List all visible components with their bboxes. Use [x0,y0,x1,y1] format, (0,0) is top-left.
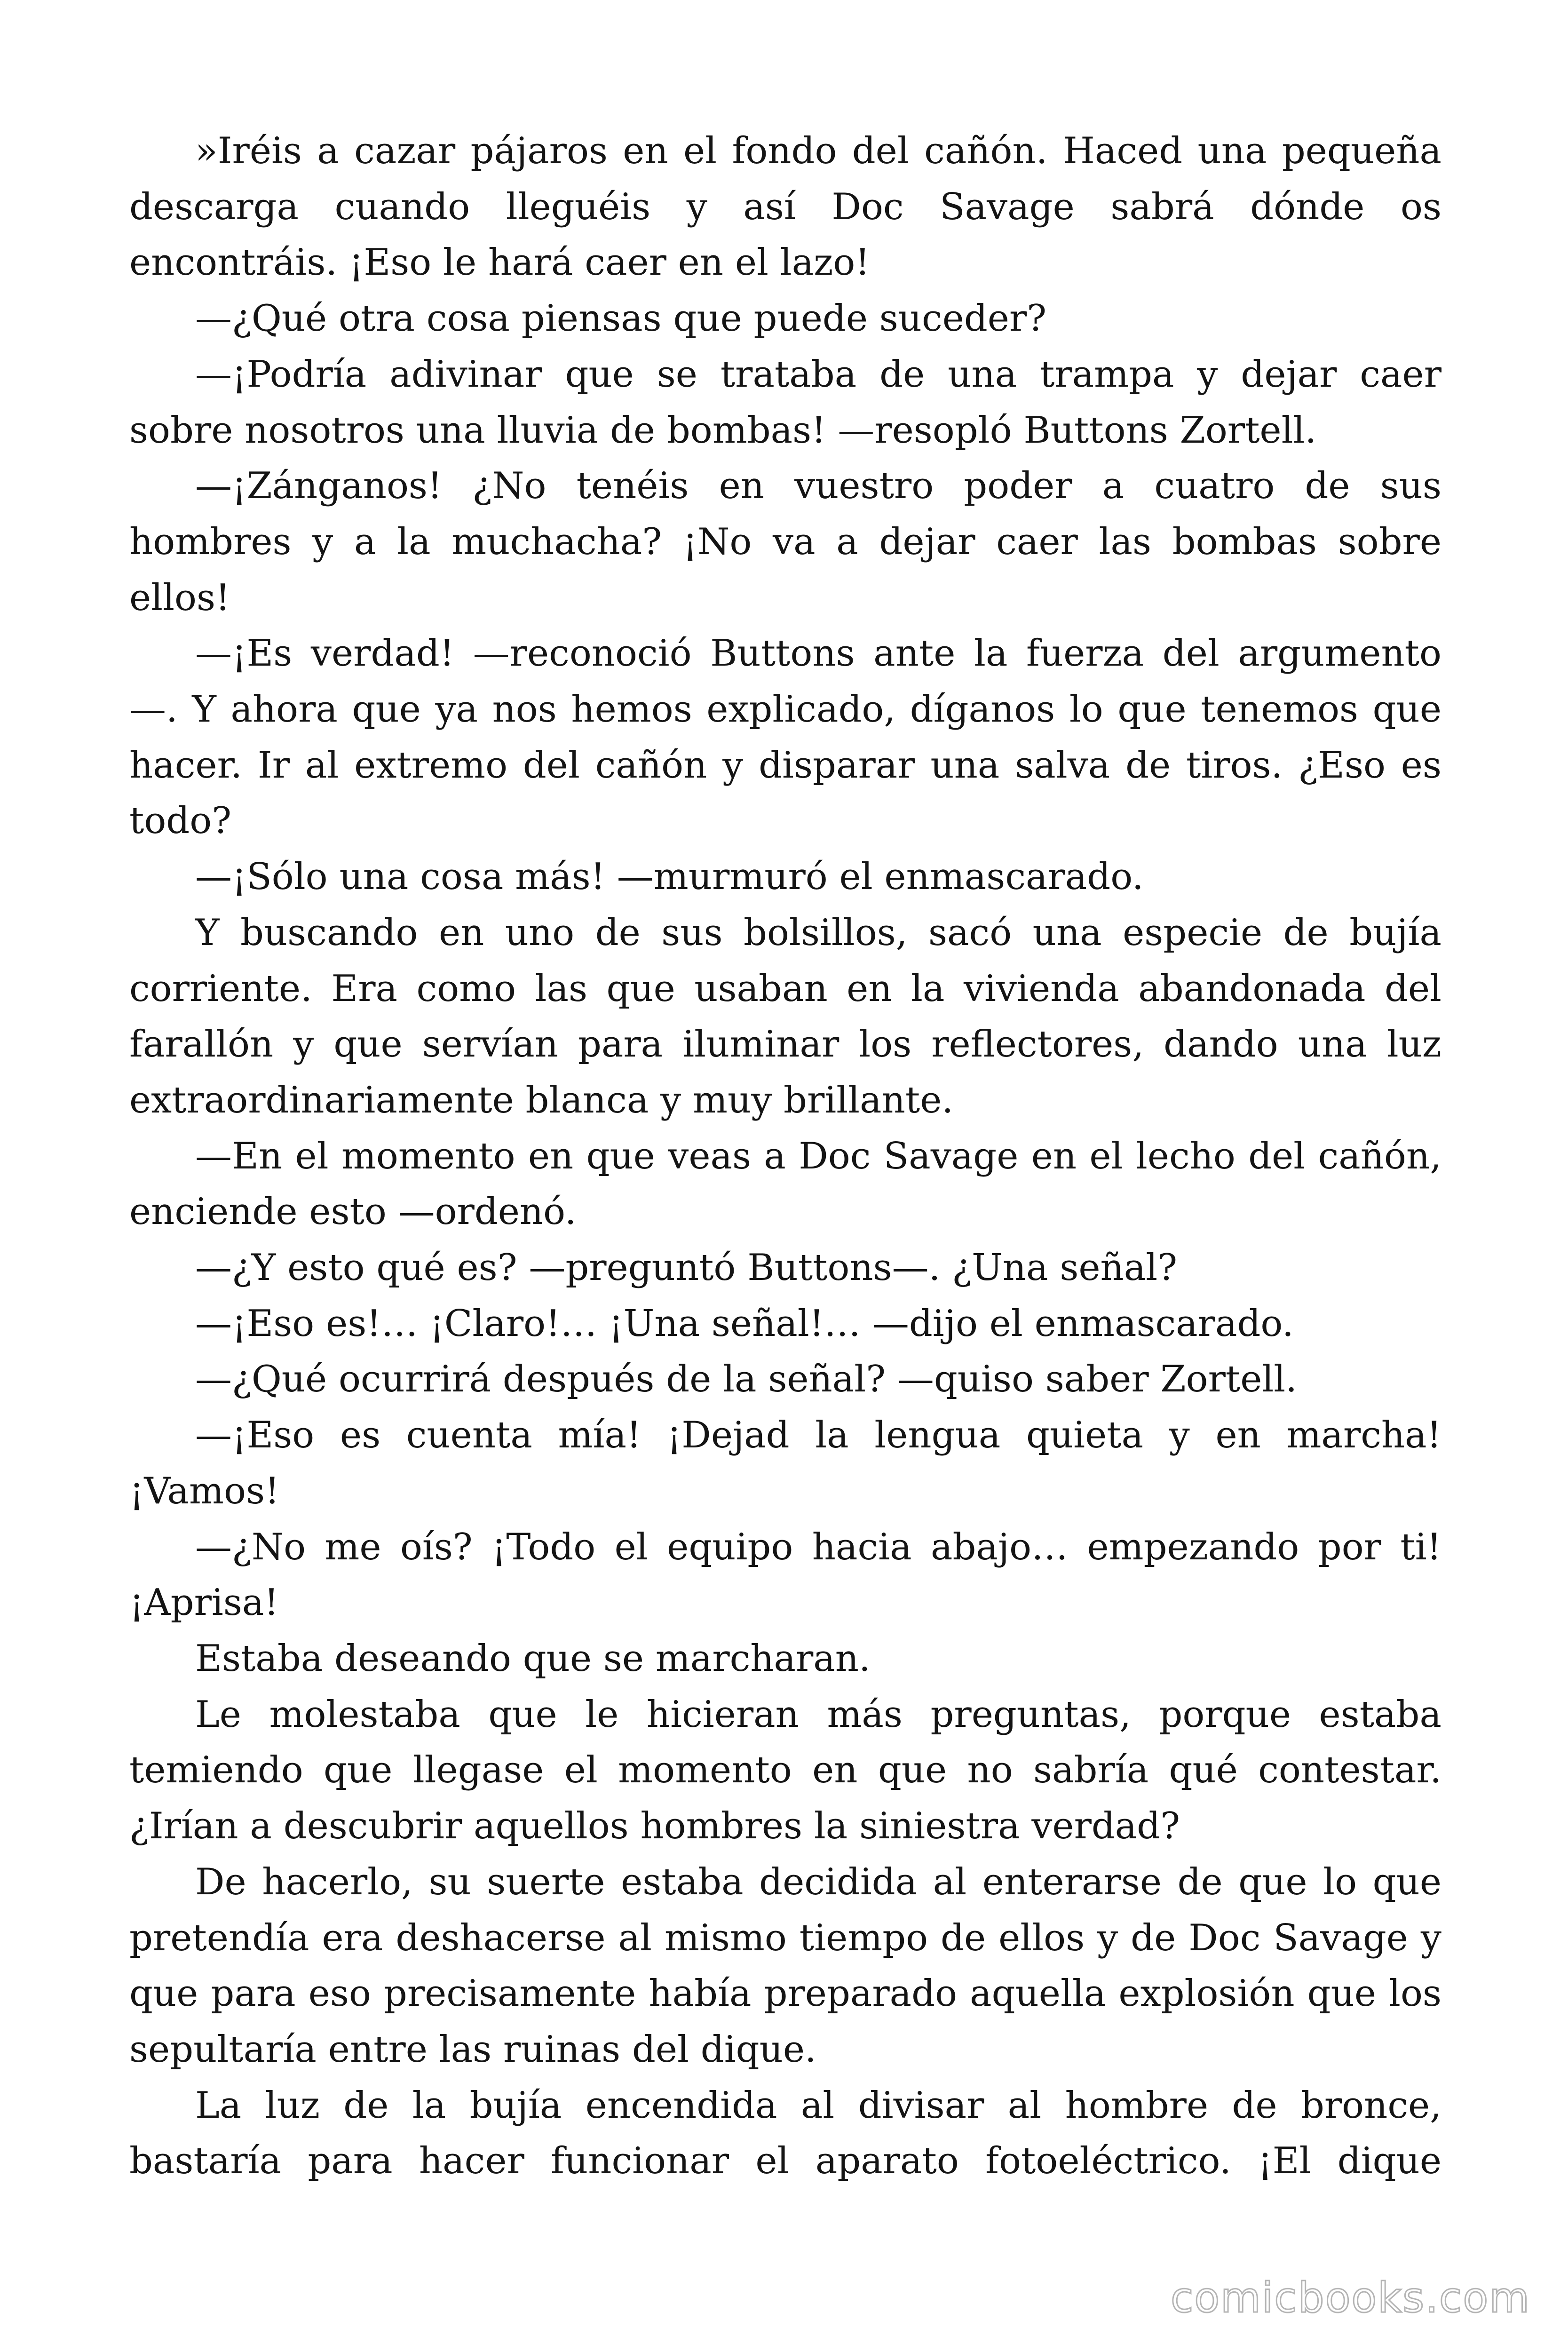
paragraph-1: »Iréis a cazar pájaros en el fondo del cañón. Haced una pequeña descarga cuando lleguéis y así Doc Savage sabrá dónde os encontráis. ¡Eso le hará caer en el lazo! [129,130,1441,284]
paragraph-8: —En el momento en que veas a Doc Savage en el lecho del cañón, enciende esto —ordenó. [129,1135,1441,1233]
paragraph-4: —¡Zánganos! ¿No tenéis en vuestro poder a cuatro de sus hombres y a la muchacha? ¡No va a dejar caer las bombas sobre ellos! [129,465,1441,619]
paragraph-3: —¡Podría adivinar que se trataba de una trampa y dejar caer sobre nosotros una lluvia de bombas! —resopló Buttons Zortell. [129,353,1441,452]
paragraph-9: —¿Y esto qué es? —preguntó Buttons—. ¿Una señal? [195,1247,1178,1289]
paragraph-16: De hacerlo, su suerte estaba decidida al enterarse de que lo que pretendía era deshacerse al mismo tiempo de ellos y de Doc Savage y que para eso precisamente había preparado aquella explosión que los sepultaría entre las ruinas del dique. [129,1860,1441,2071]
paragraph-7: Y buscando en uno de sus bolsillos, sacó una especie de bujía corriente. Era como las que usaban en la vivienda abandonada del farallón y que servían para iluminar los reflectores, dando una luz extraordinariamente blanca y muy brillante. [129,911,1441,1121]
paragraph-15: Le molestaba que le hicieran más preguntas, porque estaba temiendo que llegase el momento en que no sabría qué contestar. ¿Irían a descubrir aquellos hombres la siniestra verdad? [129,1693,1441,1848]
paragraph-17: La luz de la bujía encendida al divisar al hombre de bronce, bastaría para hacer funcionar el aparato fotoeléctrico. ¡El dique [129,2084,1441,2183]
paragraph-13: —¿No me oís? ¡Todo el equipo hacia abajo… empezando por ti! ¡Aprisa! [129,1526,1441,1624]
paragraph-14: Estaba deseando que se marcharan. [195,1637,871,1680]
body-text [129,123,1441,2189]
paragraph-11: —¿Qué ocurrirá después de la señal? —quiso saber Zortell. [195,1358,1298,1401]
paragraph-6: —¡Sólo una cosa más! —murmuró el enmascarado. [195,856,1144,898]
paragraph-5: —¡Es verdad! —reconoció Buttons ante la fuerza del argumento —. Y ahora que ya nos hemos explicado, díganos lo que tenemos que hacer. Ir al extremo del cañón y disparar una salva de tiros. ¿Eso es todo? [129,632,1441,842]
paragraph-10: —¡Eso es!… ¡Claro!… ¡Una señal!… —dijo el enmascarado. [195,1302,1294,1345]
paragraph-12: —¡Eso es cuenta mía! ¡Dejad la lengua quieta y en marcha! ¡Vamos! [129,1414,1441,1512]
watermark-text: comicbooks.com [1170,2273,1530,2322]
paragraph-2: —¿Qué otra cosa piensas que puede suceder? [195,297,1047,340]
